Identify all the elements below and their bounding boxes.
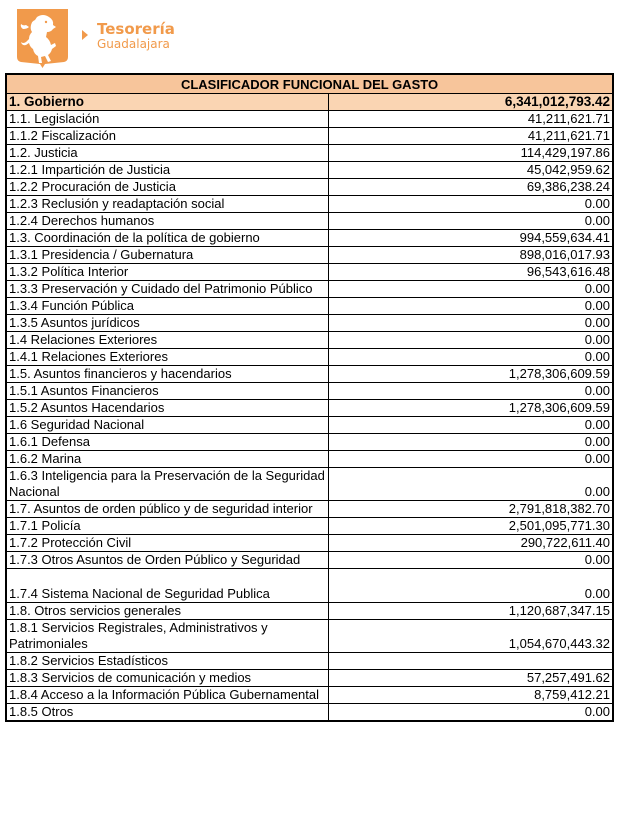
table-title: CLASIFICADOR FUNCIONAL DEL GASTO (6, 74, 613, 94)
row-amount: 0.00 (328, 417, 613, 434)
row-label: 1.2.3 Reclusión y readaptación social (6, 196, 328, 213)
row-amount: 114,429,197.86 (328, 145, 613, 162)
row-label: 1.8.3 Servicios de comunicación y medios (6, 670, 328, 687)
table-row (6, 468, 613, 501)
table-row-category (6, 366, 613, 383)
row-amount: 41,211,621.71 (328, 111, 613, 128)
row-label: 1.6.3 Inteligencia para la Preservación de la Seguridad Nacional (6, 468, 328, 501)
brand-arrow-icon (82, 30, 88, 40)
table-row (6, 196, 613, 213)
row-label: 1.3. Coordinación de la política de gobierno (6, 230, 328, 247)
table-row (6, 653, 613, 670)
row-label: 1.5.1 Asuntos Financieros (6, 383, 328, 400)
row-amount: 57,257,491.62 (328, 670, 613, 687)
table-row-total (6, 94, 613, 111)
row-label: 1.3.2 Política Interior (6, 264, 328, 281)
row-amount: 8,759,412.21 (328, 687, 613, 704)
table-row (6, 569, 613, 603)
row-amount: 2,791,818,382.70 (328, 501, 613, 518)
row-label: 1.5. Asuntos financieros y hacendarios (6, 366, 328, 383)
row-amount: 994,559,634.41 (328, 230, 613, 247)
row-amount: 0.00 (328, 281, 613, 298)
row-label: 1.4 Relaciones Exteriores (6, 332, 328, 349)
row-label: 1.8.4 Acceso a la Información Pública Gubernamental (6, 687, 328, 704)
brand-subtitle: Guadalajara (97, 37, 170, 51)
table-row (6, 128, 613, 145)
table-row (6, 670, 613, 687)
table-row (6, 552, 613, 569)
row-amount: 0.00 (328, 213, 613, 230)
table-row (6, 383, 613, 400)
table-row (6, 332, 613, 349)
row-label: 1.5.2 Asuntos Hacendarios (6, 400, 328, 417)
row-label: 1.8.2 Servicios Estadísticos (6, 653, 328, 670)
row-label: 1.8.5 Otros (6, 704, 328, 722)
row-label: 1.6.2 Marina (6, 451, 328, 468)
row-label: 1.2.1 Impartición de Justicia (6, 162, 328, 179)
functional-expense-table (5, 73, 614, 722)
table-row (6, 620, 613, 653)
table-row (6, 298, 613, 315)
table-row-category (6, 145, 613, 162)
row-amount: 0.00 (328, 434, 613, 451)
table-row (6, 451, 613, 468)
table-row (6, 687, 613, 704)
row-amount: 1,278,306,609.59 (328, 366, 613, 383)
row-label: 1.2.2 Procuración de Justicia (6, 179, 328, 196)
table-row-category (6, 111, 613, 128)
row-amount: 1,120,687,347.15 (328, 603, 613, 620)
table-row (6, 179, 613, 196)
row-amount: 41,211,621.71 (328, 128, 613, 145)
row-label: 1.1. Legislación (6, 111, 328, 128)
row-label: 1.3.4 Función Pública (6, 298, 328, 315)
table-row-category (6, 501, 613, 518)
row-label: 1.3.3 Preservación y Cuidado del Patrimonio Público (6, 281, 328, 298)
row-label: 1.6 Seguridad Nacional (6, 417, 328, 434)
row-label: 1.8. Otros servicios generales (6, 603, 328, 620)
row-label: 1.4.1 Relaciones Exteriores (6, 349, 328, 366)
row-label: 1.2. Justicia (6, 145, 328, 162)
row-amount: 0.00 (328, 704, 613, 722)
row-amount: 1,278,306,609.59 (328, 400, 613, 417)
row-amount: 45,042,959.62 (328, 162, 613, 179)
table-row-category (6, 230, 613, 247)
row-label: 1.8.1 Servicios Registrales, Administrativos y Patrimoniales (6, 620, 328, 653)
row-amount: 6,341,012,793.42 (328, 94, 613, 111)
row-amount: 0.00 (328, 468, 613, 501)
row-amount: 69,386,238.24 (328, 179, 613, 196)
row-label: 1.1.2 Fiscalización (6, 128, 328, 145)
page-header (0, 0, 617, 70)
lion-shield-logo-icon (15, 7, 70, 69)
table-row (6, 213, 613, 230)
row-amount (328, 653, 613, 670)
row-label: 1.6.1 Defensa (6, 434, 328, 451)
row-label: 1.3.1 Presidencia / Gubernatura (6, 247, 328, 264)
brand-title: Tesorería (97, 20, 175, 38)
row-amount: 0.00 (328, 383, 613, 400)
row-amount: 96,543,616.48 (328, 264, 613, 281)
row-amount: 0.00 (328, 332, 613, 349)
row-label: 1.7.4 Sistema Nacional de Seguridad Publica (6, 569, 328, 603)
row-amount: 2,501,095,771.30 (328, 518, 613, 535)
table-row (6, 264, 613, 281)
row-amount: 290,722,611.40 (328, 535, 613, 552)
table-row (6, 535, 613, 552)
row-amount: 0.00 (328, 349, 613, 366)
row-label: 1.3.5 Asuntos jurídicos (6, 315, 328, 332)
row-label: 1.2.4 Derechos humanos (6, 213, 328, 230)
row-amount: 0.00 (328, 569, 613, 603)
table-row (6, 315, 613, 332)
table-row-category (6, 603, 613, 620)
row-label: 1.7.3 Otros Asuntos de Orden Público y Seguridad (6, 552, 328, 569)
row-amount: 0.00 (328, 552, 613, 569)
table-row (6, 434, 613, 451)
table-row (6, 518, 613, 535)
row-label: 1.7.2 Protección Civil (6, 535, 328, 552)
row-amount: 898,016,017.93 (328, 247, 613, 264)
table-row (6, 400, 613, 417)
row-amount: 1,054,670,443.32 (328, 620, 613, 653)
row-label: 1.7. Asuntos de orden público y de seguridad interior (6, 501, 328, 518)
table-title-row (6, 74, 613, 94)
row-amount: 0.00 (328, 451, 613, 468)
row-label: 1.7.1 Policía (6, 518, 328, 535)
table-row (6, 349, 613, 366)
table-row (6, 704, 613, 722)
row-label: 1. Gobierno (6, 94, 328, 111)
row-amount: 0.00 (328, 315, 613, 332)
row-amount: 0.00 (328, 196, 613, 213)
table-row (6, 281, 613, 298)
table-row (6, 247, 613, 264)
table-row-category (6, 417, 613, 434)
row-amount: 0.00 (328, 298, 613, 315)
table-row (6, 162, 613, 179)
